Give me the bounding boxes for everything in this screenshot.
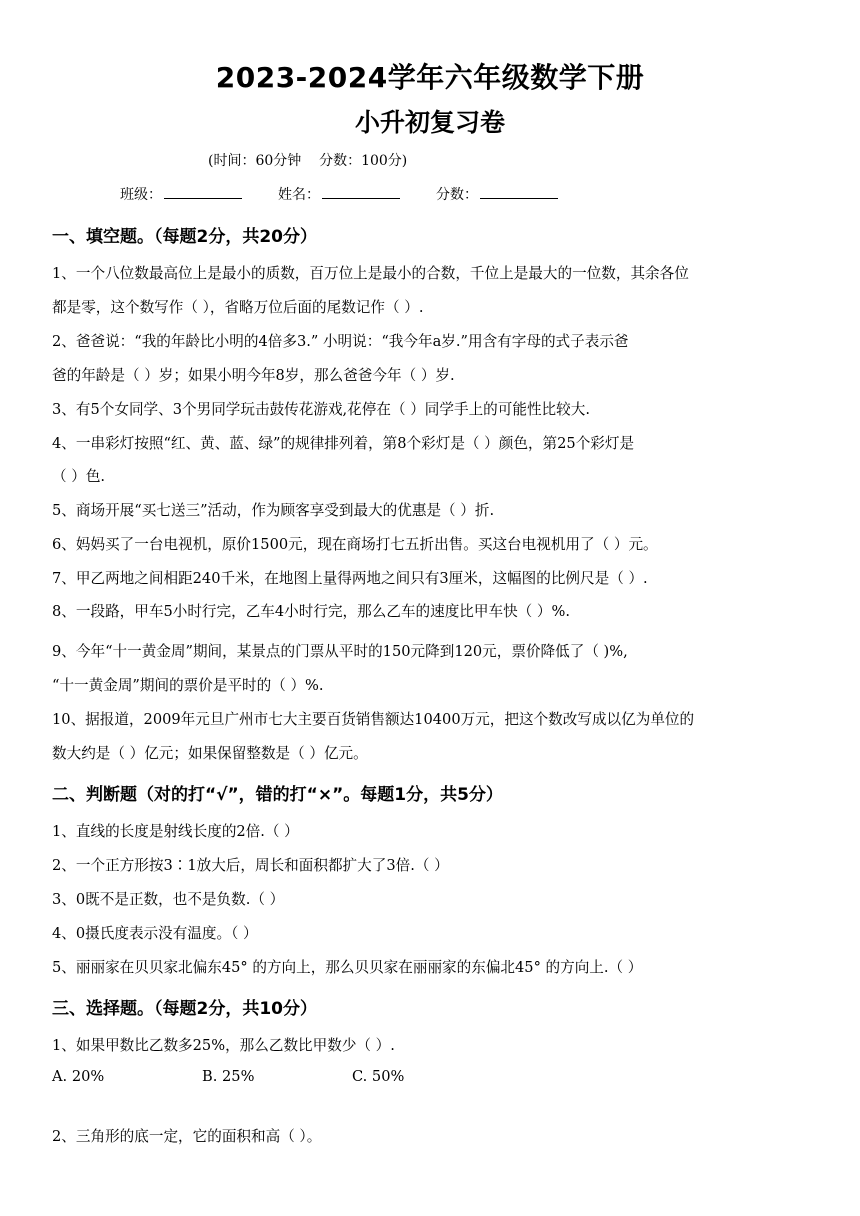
question-line: 9、今年“十一黄金周”期间，某景点的门票从平时的150元降到120元，票价降低了（ )%, <box>52 643 628 660</box>
option-b: B. 25% <box>202 1068 255 1085</box>
name-label: 姓名： <box>278 187 320 203</box>
student-info-line <box>120 184 594 204</box>
question-line: 3、0既不是正数，也不是负数.（ ） <box>52 891 285 908</box>
question-line: 1、直线的长度是射线长度的2倍.（ ） <box>52 823 299 840</box>
question-line: 都是零，这个数写作（ ），省略万位后面的尾数记作（ ）. <box>52 299 424 316</box>
question-line: 3、有5个女同学、3个男同学玩击鼓传花游戏,花停在（ ）同学手上的可能性比较大. <box>52 401 590 418</box>
question-line: 10、据报道，2009年元旦广州市七大主要百货销售额达10400万元，把这个数改写成以亿为单位的 <box>52 711 695 728</box>
score-blank[interactable] <box>480 184 558 199</box>
class-field <box>120 184 242 204</box>
section-heading-multiple-choice: 三、选择题。（每题2分，共10分） <box>52 999 317 1019</box>
name-field <box>278 184 400 204</box>
exam-meta: (时间：60分钟 分数：100分) <box>208 153 408 169</box>
question-line: 2、一个正方形按3∶1放大后，周长和面积都扩大了3倍.（ ） <box>52 857 449 874</box>
question-line: 8、一段路，甲车5小时行完，乙车4小时行完，那么乙车的速度比甲车快（ ）%. <box>52 603 571 620</box>
question-line: 7、甲乙两地之间相距240千米，在地图上量得两地之间只有3厘米，这幅图的比例尺是（ ）. <box>52 570 648 587</box>
option-c: C. 50% <box>352 1068 405 1085</box>
question-line: 5、商场开展“买七送三”活动，作为顾客享受到最大的优惠是（ ）折. <box>52 502 495 519</box>
question-line: 6、妈妈买了一台电视机，原价1500元，现在商场打七五折出售。买这台电视机用了（ ）元。 <box>52 536 658 553</box>
question-line: 5、丽丽家在贝贝家北偏东45° 的方向上，那么贝贝家在丽丽家的东偏北45° 的方向上.（ ） <box>52 959 643 976</box>
question-line: 4、0摄氏度表示没有温度。（ ） <box>52 925 258 942</box>
question-line: “十一黄金周”期间的票价是平时的（ ）%. <box>52 677 324 694</box>
question-line: 4、一串彩灯按照“红、黄、蓝、绿”的规律排列着，第8个彩灯是（ ）颜色，第25个彩灯是 <box>52 435 635 452</box>
question-line: 1、如果甲数比乙数多25%，那么乙数比甲数少（ ）. <box>52 1037 395 1054</box>
score-field <box>436 184 558 204</box>
question-options <box>52 1068 502 1085</box>
section-heading-true-false: 二、判断题（对的打“√”，错的打“×”。每题1分，共5分） <box>52 785 503 805</box>
name-blank[interactable] <box>322 184 400 199</box>
question-line: 2、爸爸说：“我的年龄比小明的4倍多3.” 小明说：“我今年a岁.”用含有字母的式子表示爸 <box>52 333 629 350</box>
class-label: 班级： <box>120 187 162 203</box>
option-a: A. 20% <box>52 1068 105 1085</box>
section-heading-fill-blank: 一、填空题。（每题2分，共20分） <box>52 227 317 247</box>
question-line: 1、一个八位数最高位上是最小的质数，百万位上是最小的合数，千位上是最大的一位数，其余各位 <box>52 265 689 282</box>
class-blank[interactable] <box>164 184 242 199</box>
score-label: 分数： <box>436 187 478 203</box>
page-subtitle: 小升初复习卷 <box>354 108 505 137</box>
page-title: 2023-2024学年六年级数学下册 <box>215 61 645 94</box>
question-line: 数大约是（ ）亿元；如果保留整数是（ ）亿元。 <box>52 745 368 762</box>
question-line: 爸的年龄是（ ）岁；如果小明今年8岁，那么爸爸今年（ ）岁. <box>52 367 455 384</box>
question-line: （ ）色. <box>52 468 106 485</box>
question-line: 2、三角形的底一定，它的面积和高（ ）。 <box>52 1128 322 1145</box>
